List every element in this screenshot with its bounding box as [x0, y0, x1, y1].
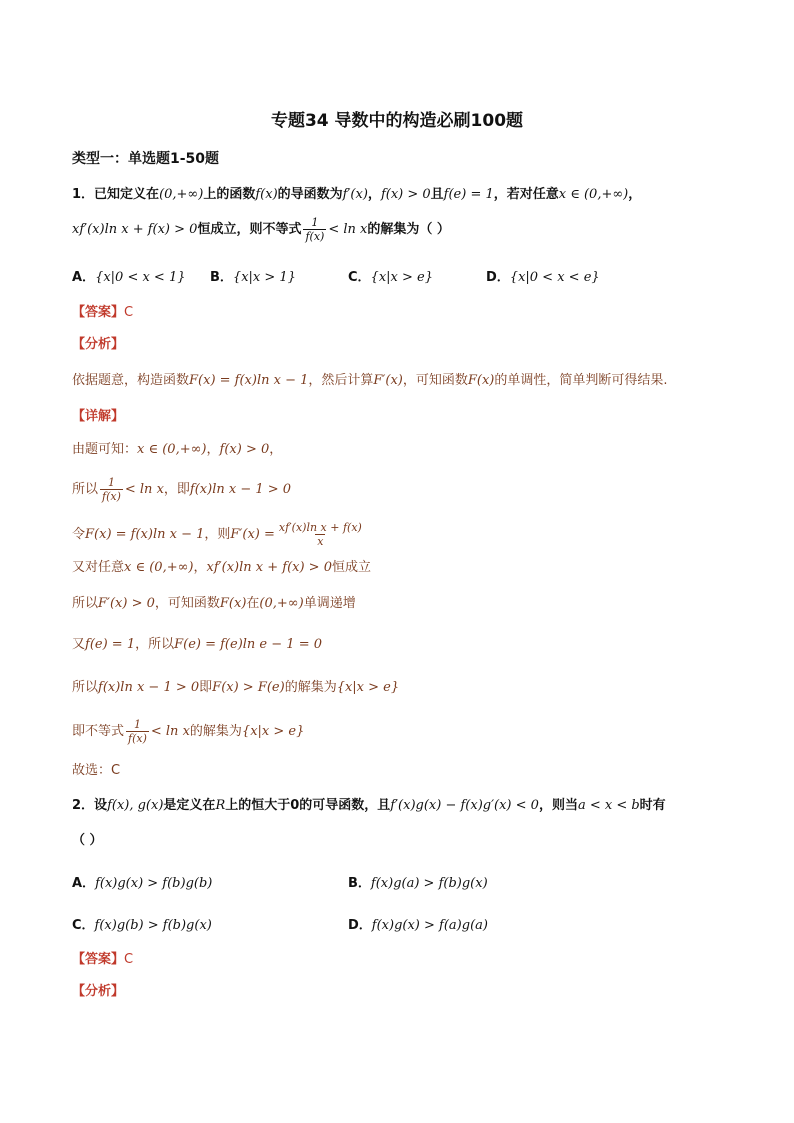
q2-stem-line1: 2．设f(x), g(x)是定义在R上的恒大于0的可导函数，且f′(x)g(x) − f(x)g′(x) < 0，则当a < x < b时有	[72, 798, 666, 813]
q1-stem-line2: xf′(x)ln x + f(x) > 0恒成立，则不等式 $\frac{1}{f(x)}$ < ln x的解集为（ ）	[72, 216, 450, 243]
q1-option-b[interactable]: B．{x|x > 1}	[210, 270, 296, 285]
q1-analysis-label: 【分析】	[72, 337, 125, 352]
q2-option-a[interactable]: A．f(x)g(x) > f(b)g(b)	[72, 876, 213, 891]
q2-answer: 【答案】C	[72, 952, 134, 967]
q1-fraction: $\frac{1}{f(x)}$	[305, 216, 325, 243]
q1-option-d[interactable]: D．{x|0 < x < e}	[486, 270, 600, 285]
q1-stem-line1: 1．已知定义在(0,+∞)上的函数f(x)的导函数为f′(x)，f(x) > 0且f(e) = 1，若对任意x ∈ (0,+∞)，	[72, 187, 642, 202]
q1-answer: 【答案】C	[72, 305, 134, 320]
q2-option-b[interactable]: B．f(x)g(a) > f(b)g(x)	[348, 876, 488, 891]
detail-line-5: 所以F′(x) > 0，可知函数F(x)在(0,+∞)单调递增	[72, 596, 356, 611]
detail-line-1: 由题可知：x ∈ (0,+∞)，f(x) > 0，	[72, 442, 283, 457]
page-title: 专题34 导数中的构造必刷100题	[270, 111, 524, 131]
q1-detail-label: 【详解】	[72, 409, 125, 424]
q1-option-c[interactable]: C．{x|x > e}	[348, 270, 433, 285]
detail-line-6: 又f(e) = 1，所以F(e) = f(e)ln e − 1 = 0	[72, 637, 322, 652]
section-heading: 类型一：单选题1-50题	[72, 151, 220, 167]
q2-option-c[interactable]: C．f(x)g(b) > f(b)g(x)	[72, 918, 212, 933]
q2-option-d[interactable]: D．f(x)g(x) > f(a)g(a)	[348, 918, 488, 933]
q1-analysis-text: 依据题意，构造函数F(x) = f(x)ln x − 1，然后计算F′(x)，可知函数F(x)的单调性，简单判断可得结果.	[72, 373, 668, 388]
detail-line-3: 令F(x) = f(x)ln x − 1，则F′(x) = $\frac{\text{xf′(x)ln x + f(x)}}{x}$	[72, 521, 362, 548]
detail-line-2: 所以 $\frac{1}{f(x)}$ < ln x，即f(x)ln x − 1 > 0	[72, 476, 292, 503]
q1-option-a[interactable]: A．{x|0 < x < 1}	[72, 270, 186, 285]
detail-line-9: 故选：C	[72, 763, 121, 778]
detail-line-7: 所以f(x)ln x − 1 > 0即F(x) > F(e)的解集为{x|x > e}	[72, 680, 400, 695]
q2-analysis-label: 【分析】	[72, 984, 125, 999]
q2-paren: （ ）	[72, 833, 103, 848]
detail-line-8: 即不等式 $\frac{1}{f(x)}$ < ln x的解集为{x|x > e}	[72, 718, 305, 745]
detail-line-4: 又对任意x ∈ (0,+∞)，xf′(x)ln x + f(x) > 0恒成立	[72, 560, 371, 575]
